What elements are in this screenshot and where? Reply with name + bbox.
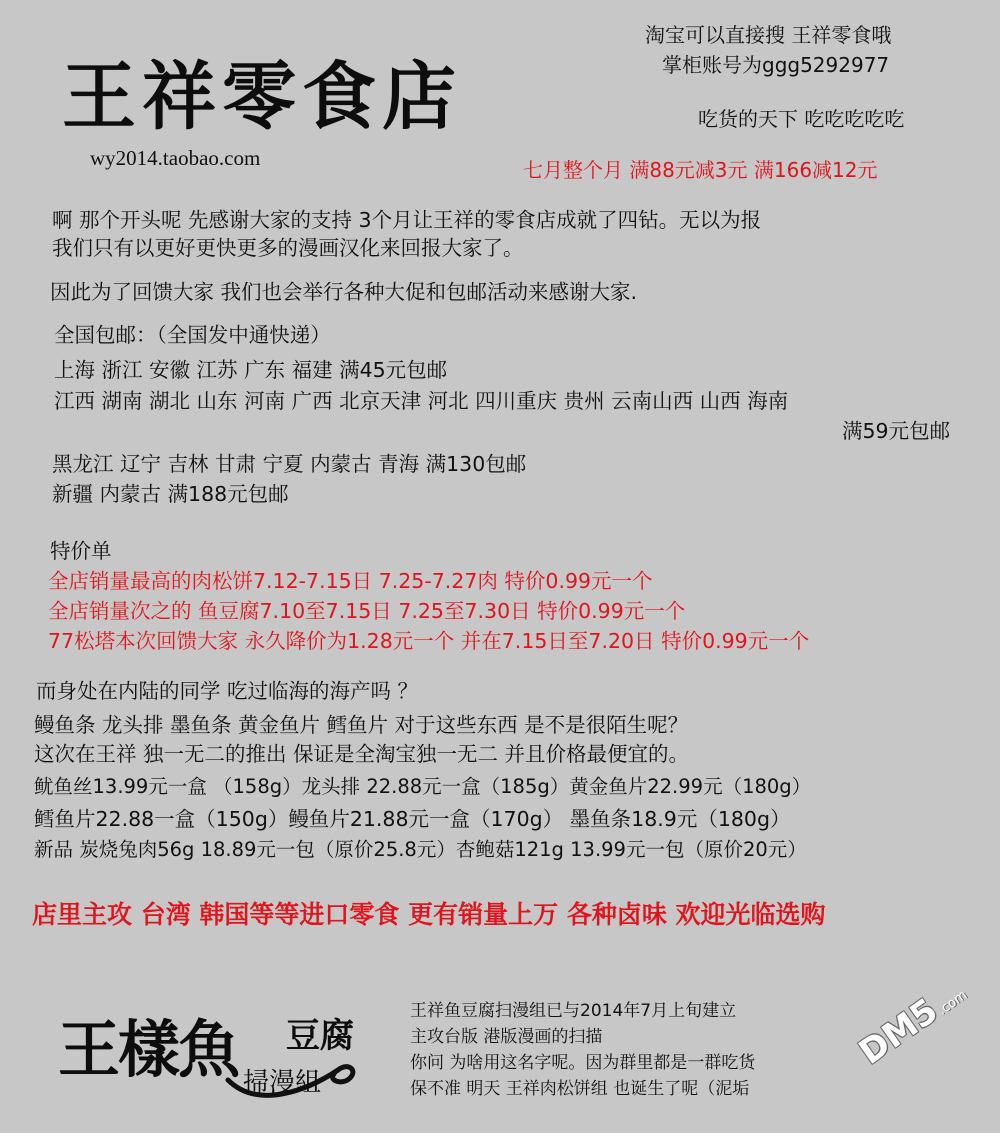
intro-line: 啊 那个开头呢 先感谢大家的支持 3个月让王祥的零食店成就了四钻。无以为报 (52, 208, 762, 232)
group-logo (58, 1000, 368, 1100)
special-item: 全店销量最高的肉松饼7.12-7.15日 7.25-7.27肉 特价0.99元一个 (48, 569, 653, 593)
logo-main-text: 王樣魚 (58, 1013, 239, 1086)
seafood-line: 而身处在内陆的同学 吃过临海的海产吗 ？ (36, 679, 419, 703)
seafood-price-line: 鱿鱼丝13.99元一盒 （158g）龙头排 22.88元一盒（185g）黄金鱼片22.99元（180g） (34, 775, 812, 798)
shipping-line: 江西 湖南 湖北 山东 河南 广西 北京天津 河北 四川重庆 贵州 云南山西 山西 海南 (54, 389, 789, 413)
shipping-line: 满59元包邮 (842, 419, 951, 443)
specials-heading: 特价单 (50, 539, 112, 563)
shop-url[interactable]: wy2014.taobao.com (90, 146, 261, 170)
intro-line: 我们只有以更好更快更多的漫画汉化来回报大家了。 (52, 236, 524, 260)
group-info-line: 主攻台版 港版漫画的扫描 (410, 1027, 603, 1047)
seafood-line: 鳗鱼条 龙头排 墨鱼条 黄金鱼片 鳕鱼片 对于这些东西 是不是很陌生呢？ (34, 713, 689, 737)
watermark-domain: .com (935, 987, 971, 1019)
seafood-price-line: 鳕鱼片22.88一盒（150g）鳗鱼片21.88元一盒（170g） 墨鱼条18.9元（180g） (34, 807, 791, 831)
group-info-line: 王祥鱼豆腐扫漫组已与2014年7月上旬建立 (410, 1001, 737, 1021)
special-item: 全店销量次之的 鱼豆腐7.10至7.15日 7.25至7.30日 特价0.99元一个 (48, 599, 686, 623)
slogan: 吃货的天下 吃吃吃吃吃 (698, 107, 905, 131)
taobao-search-note: 淘宝可以直接搜 王祥零食哦 (645, 23, 892, 47)
shop-title: 王祥零食店 (62, 54, 462, 140)
shop-tagline-text: 店里主攻 台湾 韩国等等进口零食 更有销量上万 各种卤味 欢迎光临选购 (32, 900, 826, 929)
shipping-line: 黑龙江 辽宁 吉林 甘肃 宁夏 内蒙古 青海 满130包邮 (52, 452, 527, 476)
logo-small-text: 豆腐 (286, 1016, 354, 1056)
special-item: 77松塔本次回馈大家 永久降价为1.28元一个 并在7.15日至7.20日 特价0.99元一个 (48, 629, 810, 653)
watermark-text: DM5 (852, 990, 946, 1073)
shipping-line: 上海 浙江 安徽 江苏 广东 福建 满45元包邮 (54, 358, 448, 382)
group-info-line: 你问 为啥用这名字呢。因为群里都是一群吃货 (410, 1053, 756, 1073)
july-promo: 七月整个月 满88元减3元 满166减12元 (523, 158, 878, 182)
dm5-watermark (852, 971, 973, 1072)
seafood-price-line: 新品 炭烧兔肉56g 18.89元一包（原价25.8元）杏鲍菇121g 13.99元一包（原价20元） (34, 838, 807, 861)
shop-account: 掌柜账号为ggg5292977 (662, 53, 890, 77)
logo-sub-text: 掃漫組 (243, 1068, 322, 1098)
shipping-heading: 全国包邮：（全国发中通快递） (54, 323, 331, 347)
group-info-line: 保不准 明天 王祥肉松饼组 也诞生了呢（泥垢 (410, 1079, 750, 1099)
intro-line: 因此为了回馈大家 我们也会举行各种大促和包邮活动来感谢大家. (50, 280, 638, 304)
shipping-line: 新疆 内蒙古 满188元包邮 (52, 482, 289, 506)
seafood-line: 这次在王祥 独一无二的推出 保证是全淘宝独一无二 并且价格最便宜的。 (34, 742, 690, 766)
